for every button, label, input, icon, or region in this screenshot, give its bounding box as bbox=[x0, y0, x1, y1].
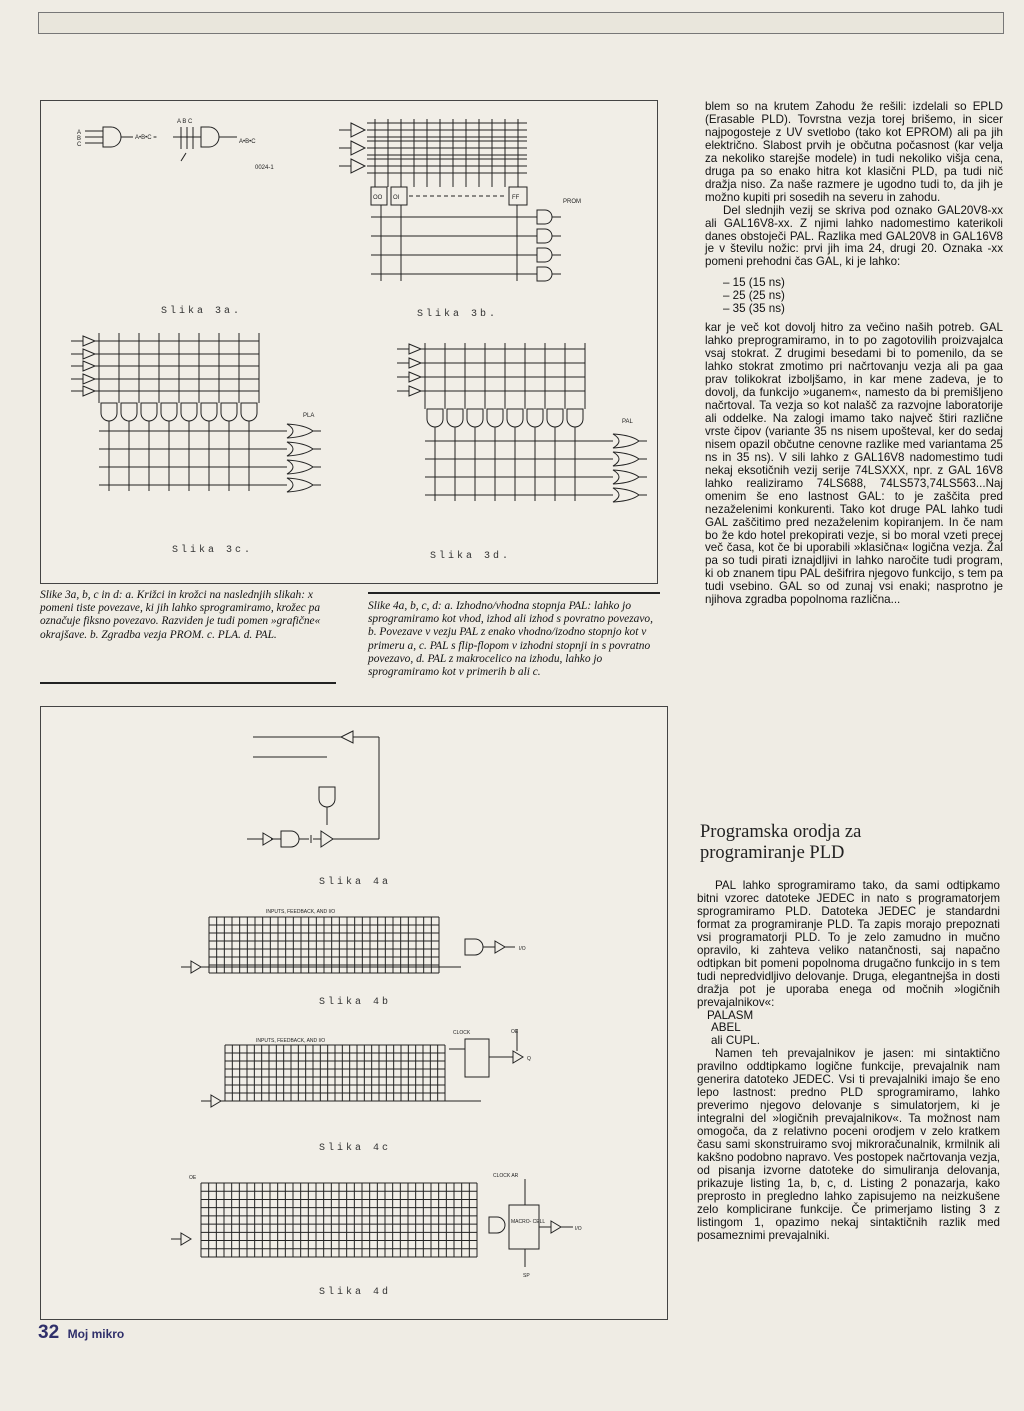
tag-c: C bbox=[77, 142, 82, 148]
tag-io-4d: I/O bbox=[575, 1226, 582, 1232]
figure-3-caption-rule bbox=[40, 682, 336, 684]
tag-prom: PROM bbox=[563, 199, 581, 205]
figure-4-diagrams bbox=[41, 707, 667, 1319]
list-item: ABEL bbox=[711, 1021, 741, 1035]
text-column-lower bbox=[697, 880, 1000, 1243]
section-heading: Programska orodja za programiranje PLD bbox=[700, 822, 862, 863]
tag-q-4c: Q bbox=[527, 1056, 531, 1062]
list-item: – 25 (25 ns) bbox=[723, 289, 785, 303]
tag-macro-cell: MACRO- CELL bbox=[511, 1219, 546, 1225]
figure-label-3a: Slika 3a. bbox=[161, 306, 243, 317]
tag-inputs-4b: INPUTS, FEEDBACK, AND I/O bbox=[266, 909, 336, 915]
figure-3-diagrams bbox=[41, 101, 657, 583]
figure-label-4c: Slika 4c bbox=[319, 1143, 392, 1154]
tag-ff: FF bbox=[512, 195, 520, 201]
tag-clock-ar: CLOCK AR bbox=[493, 1173, 519, 1179]
timing-list bbox=[723, 277, 1003, 316]
tag-abc-out: A•B•C bbox=[239, 139, 256, 145]
fig3a-diagram bbox=[85, 127, 237, 161]
fig4c-diagram bbox=[201, 1029, 523, 1107]
page-number: 32 bbox=[38, 1322, 60, 1343]
figure-label-3c: Slika 3c. bbox=[172, 545, 254, 556]
fig3c-diagram bbox=[71, 333, 321, 492]
fig3d-diagram bbox=[397, 343, 647, 502]
program-list bbox=[707, 1010, 1000, 1049]
paragraph-1: blem so na krutem Zahodu že rešili: izdelali so EPLD (Erasable PLD). Tovrstna vezja torej brišemo, in sicer najpogosteje z UV svetlobo (tako kot EPROM) ali pa jih električno. Slabost prvih je občutna počasnost (kar velja za nekoliko starejše modele) in tudi nekoliko višja cena, druga pa so enako hitra kot klasični PLD, pa tudi nič dražja niso. Za naše razmere je ugodno tudi to, da jih je možno kupiti pri sosedih na severu in zahodu. bbox=[705, 100, 1003, 204]
fig4a-diagram bbox=[247, 731, 379, 847]
figure-4-panel bbox=[40, 706, 668, 1320]
figure-label-3b: Slika 3b. bbox=[417, 309, 499, 320]
top-banner bbox=[38, 12, 1004, 34]
tag-oo: OO bbox=[373, 195, 383, 201]
figure-3-panel bbox=[40, 100, 658, 584]
figure-label-4b: Slika 4b bbox=[319, 997, 392, 1008]
tag-oe-4d: OE bbox=[189, 1175, 197, 1181]
figure-label-4d: Slika 4d bbox=[319, 1287, 392, 1298]
list-item: – 15 (15 ns) bbox=[723, 276, 785, 290]
list-item: ali CUPL. bbox=[711, 1034, 760, 1048]
tag-b: B bbox=[77, 136, 82, 142]
figure-4-caption: Slike 4a, b, c, d: a. Izhodno/vhodna stopnja PAL: lahko jo sprogramiramo kot vhod, izhod ali izhod s povratno povezavo, b. Povezave v vezju PAL z enako vhodno/izodno stopnjo kot v primeru a, c. PAL s flip-flopom v izhodni stopnji in s povratno povezavo, d. PAL z makrocelico na izhodu, lahko jo sprogramiramo kot v primerih b ali c. bbox=[368, 600, 653, 679]
tag-code: 0024-1 bbox=[255, 165, 274, 171]
tag-abc: A B C bbox=[177, 119, 193, 125]
figure-4-caption-rule-top bbox=[368, 592, 660, 594]
paragraph-3: kar je več kot dovolj hitro za večino naših potreb. GAL lahko preprogramiramo, in to po zagotovilih proizvajalca vsaj stokrat. Z drugimi besedami bi to pomenilo, da se lahko stokrat zmotimo pri načrtovanju vezja ali pa gaa prav tolikokrat izboljšamo, in kar mene zadeva, je to dovolj, da funkcijo »uganem«, namesto da bi premišljeno načrtoval. Ta vezja so kot nalašč za razvojne laboratorije ali oddelke. Na zalogi imamo tako največ štiri različne vrste čipov (variante 35 ns nisem upošteval, ker do sedaj nisem opazil občutne cenovne razlike med variantama 25 ns in 35 ns). V sili lahko z GAL16V8 nadomestimo tudi nekaj eksotičnih vezij serije 74LSXXX, npr. z GAL 16V8 lahko realiziramo 74LS688, 74LS573,74LS563...Naj omenim še eno lastnost GAL: to je zaščita pred nezaželenimi konkurenti. Tako kot druge PAL lahko tudi GAL zaščitimo pred nezaželenim kopiranjem. In če nam bo že kdo hotel prekopirati vezje, si bo moral vzeti precej več časa, kot če bi uporabili »klasična« logična vezja. Žal pa so tudi pirati iznajdljivi in lahko naročite tudi program, ki ob znanem tipu PAL dešifrira njegovo funkcijo, s tem pa tudi vsebino. GAL so od zunaj vsi enaki; nasprotno je njihova zgradba popolnoma različna... bbox=[705, 321, 1003, 607]
tag-pla: PLA bbox=[303, 413, 315, 419]
tag-pal: PAL bbox=[622, 419, 633, 425]
tag-oe-4c: OE bbox=[511, 1029, 519, 1035]
tag-clock-4c: CLOCK bbox=[453, 1030, 471, 1036]
figure-3-caption: Slike 3a, b, c in d: a. Križci in krožci na naslednjih slikah: x pomeni tiste povezave, ki jih lahko sprogramiramo, krožec pa označuje fiksno povezavo. Razviden je tudi pomen »grafične« okrajšave. b. Zgradba vezja PROM. c. PLA. d. PAL. bbox=[40, 589, 321, 641]
page-footer bbox=[38, 1322, 124, 1344]
tag-io-4b: I/O bbox=[519, 946, 526, 952]
list-item: – 35 (35 ns) bbox=[723, 302, 785, 316]
tag-sp: SP bbox=[523, 1273, 530, 1279]
tag-inputs-4c: INPUTS, FEEDBACK, AND I/O bbox=[256, 1038, 326, 1044]
paragraph-4: PAL lahko sprogramiramo tako, da sami odtipkamo bitni vzorec datoteke JEDEC in nato s programatorjem sprogramiramo PLD. Datoteka JEDEC je standardni format za programiranje PLD. Ta zapis morajo prepoznati vsi programatorji PLD. To je zelo zamudno in mučno opravilo, ki zahteva veliko natančnosti, saj napačno odtipkan bit pomeni popolnoma drugačno funkcijo in s tem tudi nepredvidljivo delovanje. Druga, elegantnejša in dosti dražja pot je uporaba enega od močnih »logičnih prevajalnikov«: bbox=[697, 879, 1000, 1009]
list-item: PALASM bbox=[707, 1008, 754, 1022]
tag-abc-and: A•B•C = bbox=[135, 135, 157, 141]
tag-a: A bbox=[77, 130, 82, 136]
figure-label-4a: Slika 4a bbox=[319, 877, 392, 888]
fig4b-diagram bbox=[181, 917, 515, 973]
text-column-upper bbox=[705, 101, 1003, 607]
tag-oi: OI bbox=[393, 195, 400, 201]
paragraph-5: Namen teh prevajalnikov je jasen: mi sintaktično pravilno oddtipkamo logične funkcije, prevajalnik nam generira datoteko JEDEC. Vsi ti prevajalniki imajo še eno lepo lastnost: predno PLD sprogramiramo, lahko preverimo njegovo delovanje s simulatorjem, ki je integralni del »logičnih prevajalnikov«. Ta možnost nam omogoča, da z relativno poceni orodjem v zelo kratkem času sami skonstruiramo svoj mikroračunalnik, krmilnik ali kakšno podobno napravo. Ves postopek načrtovanja vezja, od pisanja izvorne datoteke do simuliranja delovanja, prikazuje listing 1a, b, c, d. Listing 2 ponazarja, kako preprosto in pregledno lahko zapisujemo na neizkušene zelo komplicirane funkcije. Če primerjamo listing 3 z listingom 1, opazimo nekaj sintaktičnih razlik med posameznimi prevajalniki. bbox=[697, 1047, 1000, 1242]
paragraph-2: Del slednjih vezij se skriva pod oznako GAL20V8-xx ali GAL16V8-xx. Z njimi lahko nadomestimo katerikoli danes obstoječi PAL. Razlika med GAL20V8 in GAL16V8 je v številu nožic: prvi jih ima 24, drugi 20. Oznaka -xx pomeni prehodni čas GAL, ki je lahko: bbox=[705, 203, 1003, 269]
magazine-name: Moj mikro bbox=[67, 1327, 125, 1341]
figure-label-3d: Slika 3d. bbox=[430, 551, 512, 562]
